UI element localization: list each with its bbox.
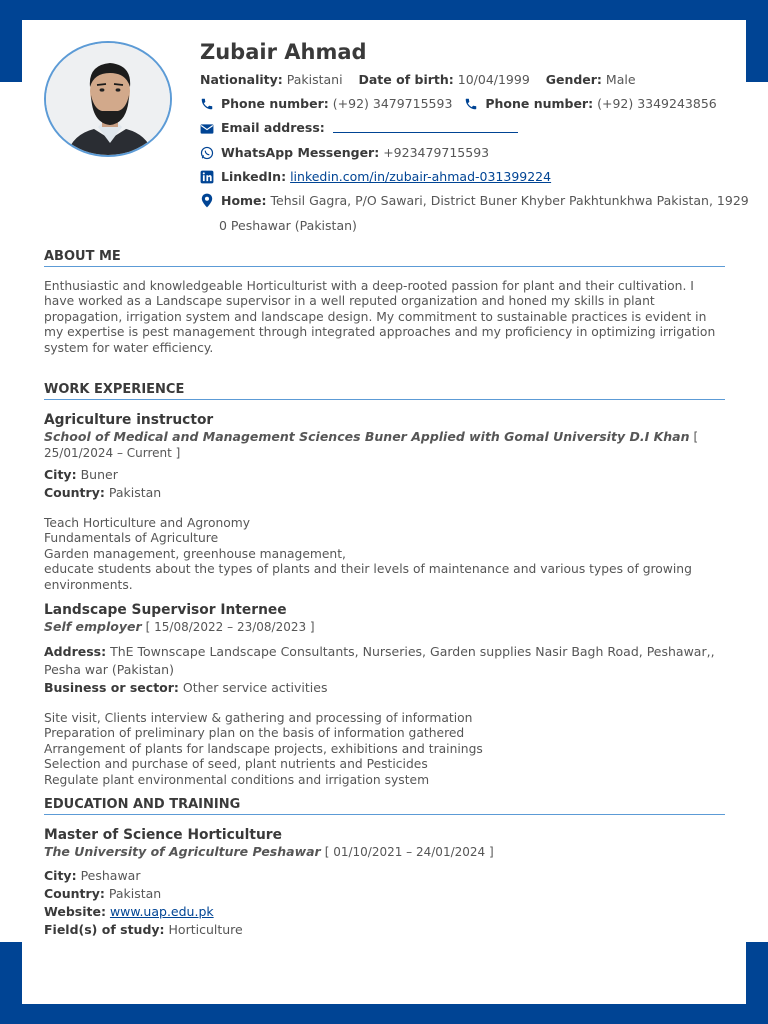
- section-about-title: ABOUT ME: [44, 249, 725, 267]
- job-business-label: Business or sector:: [44, 680, 179, 695]
- home-address-line1: Tehsil Gagra, P/O Sawari, District Buner Khyber Pakhtunkhwa Pakistan, 1929: [270, 193, 749, 208]
- linkedin-icon: [200, 170, 214, 188]
- phone-icon: [200, 97, 214, 115]
- job-country-value: Pakistan: [108, 485, 162, 500]
- education-country-value: Pakistan: [108, 886, 162, 901]
- job-title: Landscape Supervisor Internee: [44, 602, 287, 618]
- job-business-line: [44, 679, 725, 697]
- job-employer: Self employer: [44, 619, 142, 634]
- job-address-value: ThE Townscape Landscape Consultants, Nurseries, Garden supplies Nasir Bagh Road, Peshawar,, Pesha war (Pakistan): [44, 644, 715, 677]
- education-city-label: City:: [44, 868, 77, 883]
- job-date: [ 25/01/2024 – Current ]: [44, 430, 699, 460]
- job-employer: School of Medical and Management Sciences Buner Applied with Gomal University D.I Khan: [44, 429, 690, 444]
- phone-line: [200, 96, 717, 115]
- job-tasks: [44, 516, 725, 593]
- frame-corner-bottom-left: [0, 942, 22, 1004]
- job-task: Selection and purchase of seed, plant nutrients and Pesticides: [44, 757, 428, 772]
- about-text: Enthusiastic and knowledgeable Horticulturist with a deep-rooted passion for plant and their cultivation. I have worked as a Landscape supervisor in a well reputed organization and honed my skills in plant propagation, irrigation system and landscape design. My commitment to sustainable practices is evident in my expertise is pest management through integrated approaches and my proficiency in optimizing irrigation system for water efficiency.: [44, 279, 716, 355]
- job-address-line: [44, 643, 725, 679]
- candidate-name: Zubair Ahmad: [200, 40, 367, 64]
- section-work-title: WORK EXPERIENCE: [44, 382, 725, 400]
- home-label: Home:: [220, 193, 267, 208]
- job-tasks: [44, 711, 725, 788]
- gender-value: Male: [605, 72, 636, 87]
- gender-label: Gender:: [545, 72, 602, 87]
- education-field-line: [44, 921, 725, 939]
- education-city-value: Peshawar: [80, 868, 141, 883]
- email-link[interactable]: [333, 121, 518, 133]
- home-line: [200, 193, 749, 212]
- job-task: Site visit, Clients interview & gathering and processing of information: [44, 711, 473, 725]
- job-title: Agriculture instructor: [44, 412, 214, 428]
- education-website-label: Website:: [44, 904, 106, 919]
- linkedin-link[interactable]: linkedin.com/in/zubair-ahmad-031399224: [290, 169, 552, 184]
- phone-label-2: Phone number:: [485, 96, 594, 111]
- whatsapp-icon: [200, 146, 214, 164]
- degree-title: Master of Science Horticulture: [44, 827, 282, 843]
- job-task: Garden management, greenhouse management,: [44, 546, 346, 561]
- phone-icon: [464, 97, 478, 115]
- personal-details-line: [200, 72, 636, 88]
- phone-value-2: (+92) 3349243856: [597, 96, 717, 111]
- email-label: Email address:: [220, 120, 325, 135]
- phone-label-1: Phone number:: [220, 96, 329, 111]
- education-country-line: [44, 885, 725, 903]
- dob-label: Date of birth:: [358, 72, 454, 87]
- education-field-label: Field(s) of study:: [44, 922, 165, 937]
- dob-value: 10/04/1999: [457, 72, 530, 87]
- education-field-value: Horticulture: [168, 922, 243, 937]
- education-date: [ 01/10/2021 – 24/01/2024 ]: [324, 845, 494, 859]
- job-business-value: Other service activities: [182, 680, 328, 695]
- job-task: Preparation of preliminary plan on the basis of information gathered: [44, 726, 465, 741]
- nationality-label: Nationality:: [200, 72, 283, 87]
- institution-line: [44, 844, 725, 860]
- linkedin-line: [200, 169, 551, 188]
- job-address-label: Address:: [44, 644, 107, 659]
- job-task: educate students about the types of plants and their levels of maintenance and various types of growing environments.: [44, 562, 692, 592]
- education-city-line: [44, 867, 725, 885]
- frame-corner-bottom-right: [746, 942, 768, 1004]
- frame-corner-top-right: [746, 20, 768, 82]
- linkedin-label: LinkedIn:: [220, 169, 287, 184]
- job-date: [ 15/08/2022 – 23/08/2023 ]: [145, 620, 315, 634]
- whatsapp-line: [200, 145, 489, 164]
- job-country-line: [44, 484, 725, 502]
- job-employer-line: [44, 429, 725, 461]
- frame-top-bar: [0, 0, 768, 20]
- envelope-icon: [200, 123, 214, 139]
- institution-name: The University of Agriculture Peshawar: [44, 844, 321, 859]
- job-employer-line: [44, 619, 725, 635]
- frame-bottom-bar: [0, 1004, 768, 1024]
- job-city-line: [44, 466, 725, 484]
- whatsapp-label: WhatsApp Messenger:: [220, 145, 380, 160]
- nationality-value: Pakistani: [286, 72, 343, 87]
- job-city-value: Buner: [80, 467, 118, 482]
- map-pin-icon: [200, 193, 214, 212]
- education-country-label: Country:: [44, 886, 105, 901]
- email-line: [200, 120, 518, 139]
- profile-photo: [44, 41, 172, 157]
- whatsapp-value: +923479715593: [383, 145, 490, 160]
- job-task: Fundamentals of Agriculture: [44, 531, 219, 546]
- job-task: Teach Horticulture and Agronomy: [44, 516, 251, 530]
- section-education-title: EDUCATION AND TRAINING: [44, 797, 725, 815]
- job-city-label: City:: [44, 467, 77, 482]
- frame-corner-top-left: [0, 20, 22, 82]
- job-task: Arrangement of plants for landscape projects, exhibitions and trainings: [44, 741, 483, 756]
- phone-value-1: (+92) 3479715593: [332, 96, 453, 111]
- job-country-label: Country:: [44, 485, 105, 500]
- portrait-image: [46, 43, 172, 157]
- job-task: Regulate plant environmental conditions and irrigation system: [44, 772, 430, 787]
- home-address-line2: 0 Peshawar (Pakistan): [219, 218, 357, 233]
- education-website-line: [44, 903, 725, 921]
- education-website-link[interactable]: www.uap.edu.pk: [109, 904, 214, 919]
